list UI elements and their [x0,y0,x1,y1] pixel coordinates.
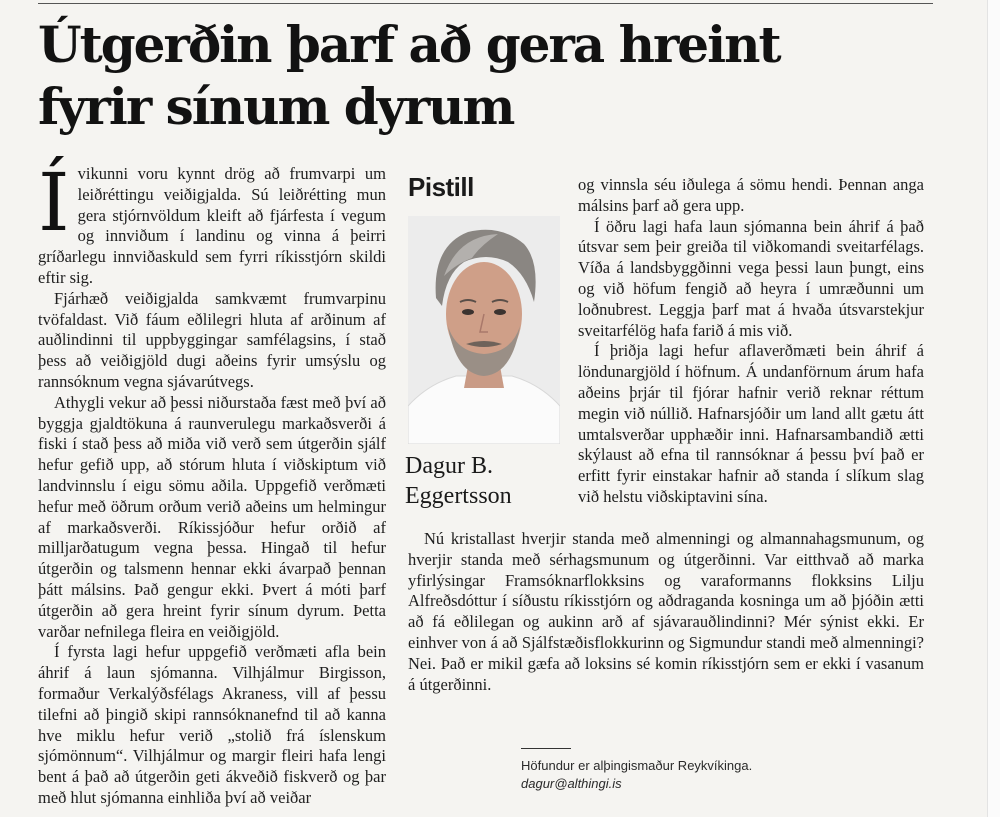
paragraph-3: Athygli vekur að þessi niðurstaða fæst með því að byggja gjaldtökuna á raunverulegu markaðsverði á fiski í stað þess að miða við verð sem útgerðin sjálf hefur gefið upp, að stórum hluta í viðskiptum við landvinnslu í eigu sömu aðila. Uppgefið verðmæti hefur með öðrum orðum verið aðeins um helmingur af markaðsverði. Ríkissjóður hefur orðið af milljarðatugum vegna þessa. Hingað til hefur útgerðin og talsmenn hennar ekki ávarpað þennan þátt málsins. Það gengur ekki. Þvert á móti þarf útgerðin að gera hreint fyrir sínum dyrum. Þetta varðar nefnilega fleira en veiðigjöld. [38,392,386,641]
drop-cap: Í [38,156,70,249]
paragraph-2: Fjárhæð veiðigjalda samkvæmt frumvarpinu tvöfaldast. Við fáum eðlilegri hluta af arðinum af auðlindinni til uppbyggingar samfélagsins, í stað þess að veiðigjöld dugi aðeins fyrir umsýslu og rannsóknum vegna sjávarútvegs. [38,288,386,391]
author-note: Höfundur er alþingismaður Reykvíkinga. [521,758,753,773]
paragraph-8: Nú kristallast hverjir standa með almenningi og almannahagsmunum, og hverjir standa með sérhagsmunum og útgerðinni. Var eitthvað að marka yfirlýsingar Framsóknarflokksins og varaformanns flokksins Lilju Alfreðsdóttur í síðustu ríkisstjórn og aðdraganda kosninga um að þjóðin ætti að fá eðlilegan og aukinn arð af sjávarauðlindinni? Mér sýnist ekki. Er einhver von á að Sjálfstæðisflokkurinn og Sigmundur standi með almenningi? Nei. Það er mikil gæfa að loksins sé komin ríkisstjórn sem er ekki í vasanum á útgerðinni. [408,529,924,694]
paragraph-6: Í öðru lagi hafa laun sjómanna bein áhrif á það útsvar sem þeir greiða til viðkomandi sveitarfélags. Víða á landsbyggðinni vega þessi laun þungt, eins og við höfum fengið að heyra í umræðunni um loðnubrest. Leggja þarf mat á hvaða útsvarstekjur sveitarfélög hafa farið á mis við. [578,216,924,340]
paragraph-7: Í þriðja lagi hefur aflaverðmæti bein áhrif á löndunargjöld í höfnum. Á undanförnum árum hafa aðeins þrjár til fjórar hafnir verið reknar réttum megin við núllið. Hafnarsjóðir um land allt gætu átt umtalsverðar upphæðir inni. Hafnarsambandið ætti skýlaust að efna til rannsóknar á þessu því það er erfitt fyrir einstakar hafnir að standa í slíkum slag við helstu viðskiptavini sína. [578,341,924,506]
author-name-line-1: Dagur B. [405,453,493,479]
paragraph-4: Í fyrsta lagi hefur uppgefið verðmæti afla bein áhrif á laun sjómanna. Vilhjálmur Birgisson, formaður Verkalýðsfélags Akraness, vill af þessu tilefni að þingið skipi rannsóknanefnd til að kanna hve miklu hefur verið „stolið frá íslenskum sjómönnum“. Vilhjálmur og margir fleiri hafa lengi bent á það að útgerðin geti ákveðið fiskverð og þar með hlut sjómanna einhliða því að veiðar [38,642,386,807]
column-3 [578,175,924,508]
top-rule [38,3,933,4]
author-photo [408,216,560,444]
author-email[interactable]: dagur@althingi.is [521,776,622,791]
paragraph-5: og vinnsla séu iðulega á sömu hendi. Þennan anga málsins þarf að gera upp. [578,175,924,215]
author-byline [405,451,575,511]
paragraph-1 [38,156,386,289]
column-1 [38,156,386,809]
footer-rule [521,748,571,749]
column-2-lower [408,529,924,695]
section-label: Pistill [408,172,474,202]
page-edge [987,0,1000,817]
author-name-line-2: Eggertsson [405,483,512,509]
headline: Útgerðin þarf að gera hreint fyrir sínum dyrum [38,15,780,136]
author-portrait-image [408,216,560,444]
paragraph-1-text: vikunni voru kynnt drög að frumvarpi um leiðréttingu veiðigjalda. Sú leiðrétting mun gera stjórnvöldum kleift að fjárfesta í vegum og innviðum í landinu og vinna á þeirri gríðarlegu innviðaskuld sem fyrri ríkisstjórn skildi eftir sig. [38,164,386,287]
